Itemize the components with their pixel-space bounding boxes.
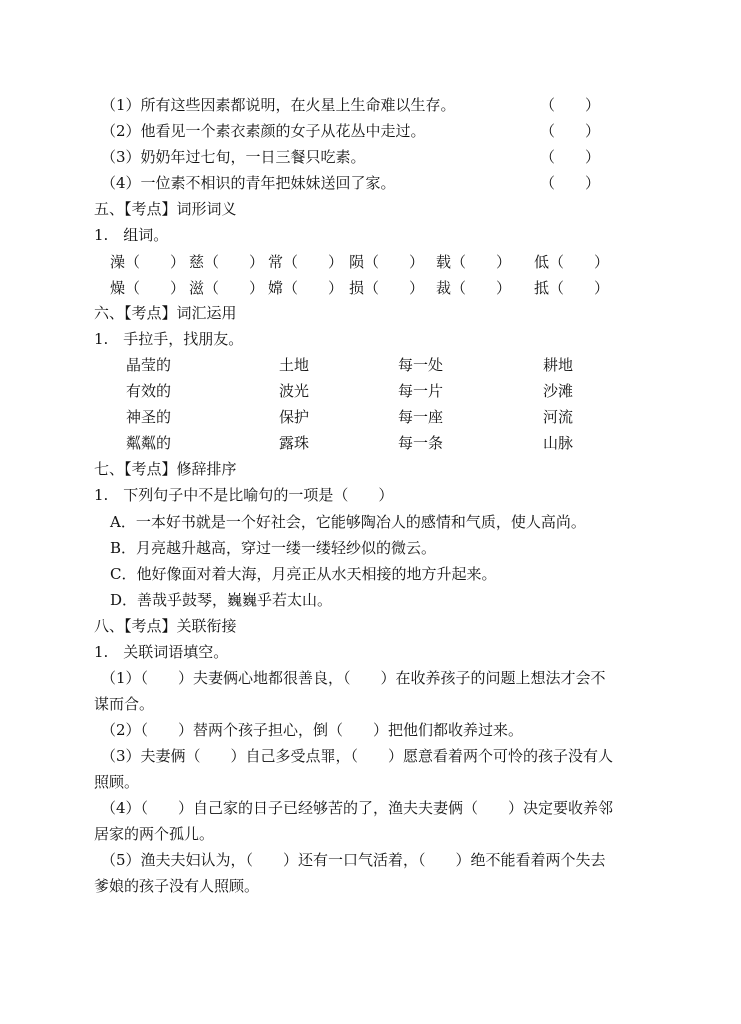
match-word: 河流 (543, 408, 574, 426)
question-title: 1. 下列句子中不是比喻句的一项是（ ） (94, 486, 394, 504)
match-word: 晶莹的 (126, 356, 172, 374)
question-title: 1. 关联词语填空。 (94, 643, 229, 661)
match-word: 露珠 (279, 434, 310, 452)
question-title: 1. 手拉手，找朋友。 (94, 330, 244, 348)
judge-item-text: （2）他看见一个素衣素颜的女子从花丛中走过。 (101, 122, 426, 140)
match-word: 有效的 (126, 382, 172, 400)
judge-answer-blank: （ ） (540, 148, 601, 166)
word-group-cell: 燥（ ） (110, 279, 186, 297)
judge-item-2 (0, 120, 741, 142)
word-group-cell: 慈（ ） (189, 253, 265, 271)
word-group-cell: 裁（ ） (436, 279, 512, 297)
match-row-1 (0, 354, 741, 376)
judge-item-text: （1）所有这些因素都说明，在火星上生命难以生存。 (101, 96, 456, 114)
judge-answer-blank: （ ） (540, 174, 601, 192)
word-group-cell: 澡（ ） (110, 253, 186, 271)
match-word: 每一片 (398, 382, 444, 400)
match-word: 保护 (279, 408, 310, 426)
word-group-cell: 低（ ） (534, 253, 610, 271)
judge-item-text: （4）一位素不相识的青年把妹妹送回了家。 (101, 174, 396, 192)
match-word: 波光 (279, 382, 310, 400)
match-row-4 (0, 432, 741, 454)
match-word: 每一座 (398, 408, 444, 426)
fill-line-4-cont: 居家的两个孤儿。 (94, 825, 215, 843)
match-row-3 (0, 406, 741, 428)
word-group-cell: 嫦（ ） (268, 279, 344, 297)
fill-line-1: （1）（ ）夫妻俩心地都很善良，（ ）在收养孩子的问题上想法才会不 (101, 669, 606, 687)
fill-line-5-cont: 爹娘的孩子没有人照顾。 (94, 877, 260, 895)
match-word: 山脉 (543, 434, 574, 452)
word-group-cell: 损（ ） (349, 279, 425, 297)
fill-line-4: （4）（ ）自己家的日子已经够苦的了，渔夫夫妻俩（ ）决定要收养邻 (101, 799, 614, 817)
section-heading: 五、【考点】词形词义 (94, 200, 237, 218)
option-a: A．一本好书就是一个好社会，它能够陶冶人的感情和气质，使人高尚。 (110, 513, 586, 531)
fill-line-2: （2）（ ）替两个孩子担心，倒（ ）把他们都收养过来。 (101, 721, 524, 739)
judge-item-4 (0, 172, 741, 194)
word-group-cell: 滋（ ） (189, 279, 265, 297)
judge-item-3 (0, 146, 741, 168)
option-d: D．善哉乎鼓琴，巍巍乎若太山。 (110, 591, 333, 609)
match-row-2 (0, 380, 741, 402)
judge-item-1 (0, 94, 741, 116)
section-heading: 六、【考点】词汇运用 (94, 304, 237, 322)
option-b: B．月亮越升越高，穿过一缕一缕轻纱似的微云。 (110, 539, 437, 557)
match-word: 土地 (279, 356, 310, 374)
option-c: C．他好像面对着大海，月亮正从水天相接的地方升起来。 (110, 565, 497, 583)
match-word: 粼粼的 (126, 434, 172, 452)
judge-item-text: （3）奶奶年过七旬，一日三餐只吃素。 (101, 148, 366, 166)
word-group-cell: 载（ ） (436, 253, 512, 271)
fill-line-3-cont: 照顾。 (94, 773, 140, 791)
fill-line-5: （5）渔夫夫妇认为，（ ）还有一口气活着，（ ）绝不能看着两个失去 (101, 851, 606, 869)
judge-answer-blank: （ ） (540, 96, 601, 114)
judge-answer-blank: （ ） (540, 122, 601, 140)
word-group-cell: 常（ ） (268, 253, 344, 271)
section-heading: 八、【考点】关联衔接 (94, 617, 237, 635)
match-word: 神圣的 (126, 408, 172, 426)
fill-line-1-cont: 谋而合。 (94, 695, 155, 713)
match-word: 沙滩 (543, 382, 574, 400)
match-word: 每一处 (398, 356, 444, 374)
word-group-cell: 抵（ ） (534, 279, 610, 297)
word-group-row-1 (0, 251, 741, 273)
match-word: 每一条 (398, 434, 444, 452)
word-group-row-2 (0, 277, 741, 299)
word-group-cell: 陨（ ） (349, 253, 425, 271)
question-title: 1. 组词。 (94, 226, 169, 244)
fill-line-3: （3）夫妻俩（ ）自己多受点罪，（ ）愿意看着两个可怜的孩子没有人 (101, 747, 614, 765)
match-word: 耕地 (543, 356, 574, 374)
section-heading: 七、【考点】修辞排序 (94, 460, 237, 478)
